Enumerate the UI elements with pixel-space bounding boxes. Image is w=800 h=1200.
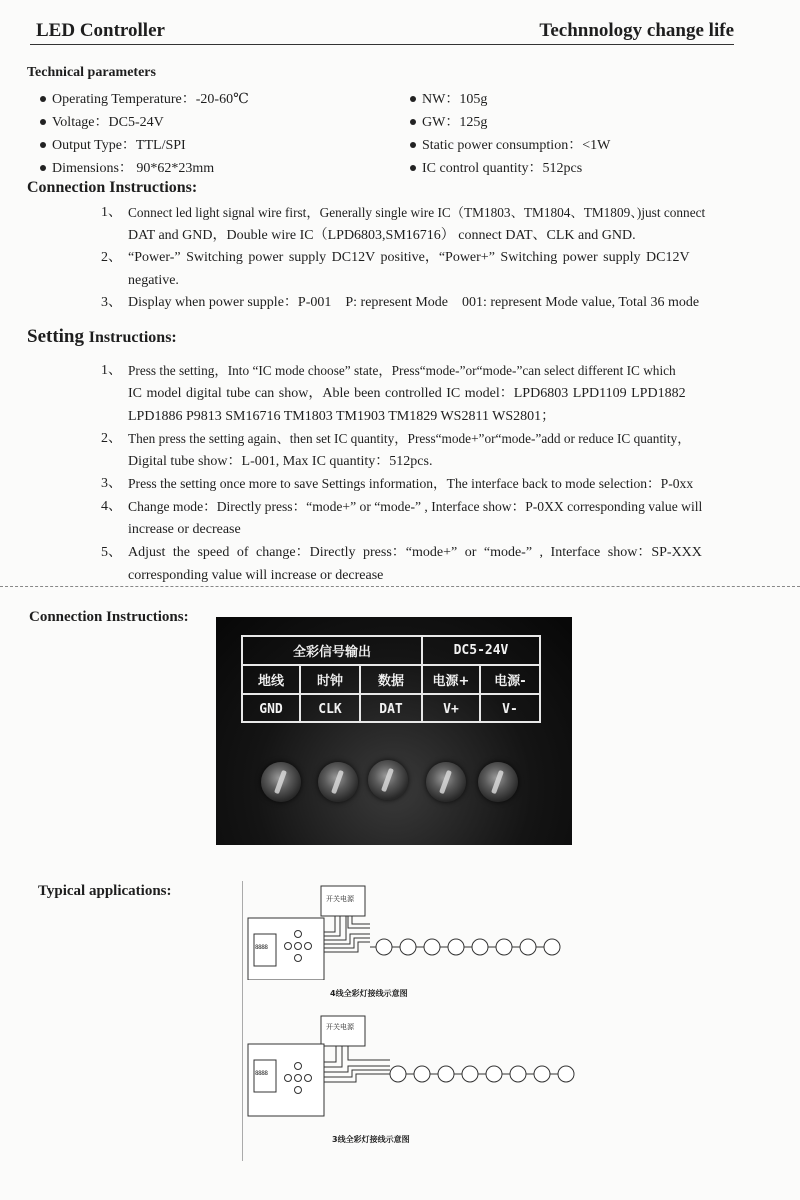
screw-terminal xyxy=(368,760,408,800)
controller-photo xyxy=(216,617,572,845)
bullet-dot xyxy=(410,142,416,148)
list-item: 3、 Display when power supple：P-001 P: represent Mode 001: represent Mode value, Total 36 mode xyxy=(101,295,700,310)
tech-param-item: Voltage：DC5-24V xyxy=(40,111,164,131)
screw-terminal xyxy=(426,762,466,802)
connection-heading: Connection Instructions: xyxy=(27,179,198,196)
tech-param-item: Output Type：TTL/SPI xyxy=(40,134,186,154)
list-item: 2、 “Power-” Switching power supply DC12V positive，“Power+” Switching power supply DC12V negative. xyxy=(101,250,690,288)
bullet-dot xyxy=(410,96,416,102)
panel-label-en: DAT xyxy=(361,695,423,723)
wiring-diagram-4wire xyxy=(240,880,580,1000)
psu-label: 开关电源 xyxy=(326,1023,354,1031)
panel-label-cn: 数据 xyxy=(361,666,423,695)
wiring-diagram-3wire xyxy=(240,1010,580,1150)
segment-display: 8888 xyxy=(255,1070,268,1077)
tech-param-item: NW：105g xyxy=(410,88,487,108)
list-item: 2、 Then press the setting again、then set IC quantity，Press“mode+”or“mode-”add or reduce IC quantity， Digital tube show：L-001, Max IC quantity：512pcs. xyxy=(101,431,691,469)
panel-label-en: CLK xyxy=(301,695,361,723)
tech-param-item: GW：125g xyxy=(410,111,487,131)
slogan: Technnology change life xyxy=(539,20,734,41)
panel-label-en: V+ xyxy=(423,695,481,723)
psu-label: 开关电源 xyxy=(326,895,354,903)
bullet-dot xyxy=(40,165,46,171)
panel-title-left: 全彩信号输出 xyxy=(243,637,423,666)
panel-label-cn: 电源+ xyxy=(423,666,481,695)
list-item: 3、 Press the setting once more to save Settings information，The interface back to mode selection：P-0xx xyxy=(101,476,694,491)
screw-terminal xyxy=(261,762,301,802)
tech-param-item: Dimensions： 90*62*23mm xyxy=(40,157,214,177)
panel-label-en: V- xyxy=(502,701,518,717)
diagram-caption: 3线全彩灯接线示意图 xyxy=(332,1135,410,1144)
panel-title-right: DC5-24V xyxy=(423,637,539,666)
applications-heading: Typical applications: xyxy=(38,883,172,899)
wiring-diagram-3wire-graphic xyxy=(240,1010,580,1122)
page-header xyxy=(30,20,734,46)
bullet-dot xyxy=(410,119,416,125)
setting-heading: Setting Instructions: xyxy=(27,326,177,347)
diagram-caption: 4线全彩灯接线示意图 xyxy=(330,989,408,998)
bullet-dot xyxy=(410,165,416,171)
bullet-dot xyxy=(40,119,46,125)
screw-terminal xyxy=(478,762,518,802)
list-item: 1、 Press the setting，Into “IC mode choose” state，Press“mode-”or“mode-”can select different IC which IC model digital tube can show，Able been controlled IC model：LPD6803 LPD1109 LPD1882 LPD1886 P9813 SM16716 TM1803 TM1903 TM1829 WS2811 WS2801； xyxy=(101,363,686,424)
section-divider xyxy=(0,586,800,587)
tech-param-item: Operating Temperature：-20-60℃ xyxy=(40,88,249,108)
panel-label-cn: 电源- xyxy=(481,666,539,695)
wiring-diagram-4wire-graphic xyxy=(240,880,580,980)
bullet-dot xyxy=(40,142,46,148)
segment-display: 8888 xyxy=(255,944,268,951)
list-item: 1、 Connect led light signal wire first，Generally single wire IC（TM1803、TM1804、TM1809、)just connect DAT and GND，Double wire IC（LPD6803,SM16716） connect DAT、CLK and GND. xyxy=(101,205,706,243)
list-item: 5、 Adjust the speed of change：Directly press：“mode+” or “mode-” , Interface show：SP-XXX corresponding value will increase or decrease xyxy=(101,545,702,583)
bullet-dot xyxy=(40,96,46,102)
photo-section-heading: Connection Instructions: xyxy=(29,609,189,625)
document-title: LED Controller xyxy=(36,20,165,41)
screw-terminal xyxy=(318,762,358,802)
panel-label-cn: 地线 xyxy=(243,666,301,695)
panel-label-cn: 时钟 xyxy=(301,666,361,695)
tech-param-item: IC control quantity：512pcs xyxy=(410,157,582,177)
terminal-label-panel xyxy=(241,635,541,723)
tech-params-heading: Technical parameters xyxy=(27,65,156,80)
panel-label-en: GND xyxy=(243,695,301,723)
list-item: 4、 Change mode：Directly press：“mode+” or “mode-” , Interface show：P-0XX corresponding value will increase or decrease xyxy=(101,499,703,537)
header-rule xyxy=(30,44,734,45)
tech-param-item: Static power consumption：<1W xyxy=(410,134,610,154)
